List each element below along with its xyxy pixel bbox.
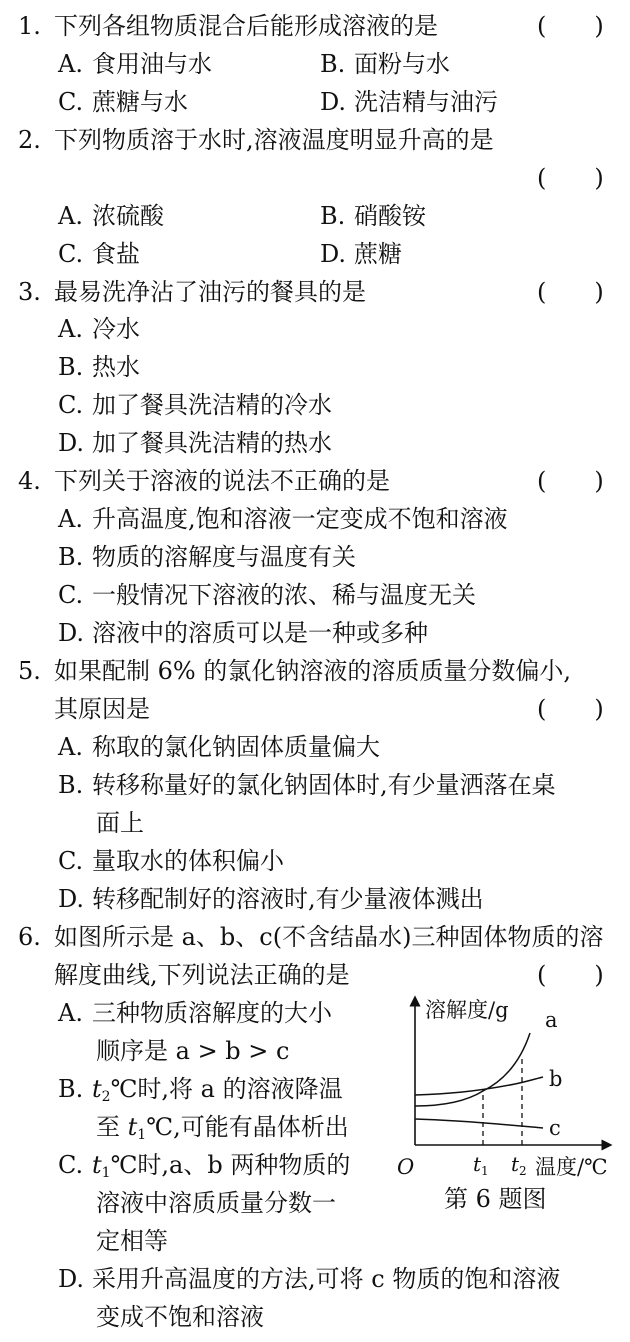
q6-option-a-cont: 顺序是 a > b > c: [96, 1037, 290, 1065]
q4-stem: 下列关于溶液的说法不正确的是: [54, 467, 390, 495]
q4-option-b: B. 物质的溶解度与温度有关: [58, 543, 356, 571]
curve-b: [415, 1077, 543, 1095]
q5-option-b-cont: 面上: [96, 809, 144, 837]
q3-option-b: B. 热水: [58, 353, 140, 381]
q1-option-b: B. 面粉与水: [320, 50, 450, 78]
q6-option-c: C. $t_1℃$时,a、b 两种物质的: [58, 1151, 351, 1181]
q6-option-a: A. 三种物质溶解度的大小: [58, 999, 332, 1027]
q6-answer-paren: ( ): [537, 961, 604, 989]
origin-label: O: [397, 1155, 415, 1179]
q1-stem: 下列各组物质混合后能形成溶液的是: [54, 12, 438, 40]
q2-stem: 下列物质溶于水时,溶液温度明显升高的是: [54, 126, 494, 154]
curve-c-label: c: [549, 1116, 561, 1140]
y-axis-label: 溶解度/g: [425, 998, 509, 1022]
q1-option-a: A. 食用油与水: [58, 50, 212, 78]
q5-option-b: B. 转移称量好的氯化钠固体时,有少量洒落在桌: [58, 771, 556, 799]
q5-stem-line2: 其原因是: [54, 695, 150, 723]
q2-option-d: D. 蔗糖: [320, 240, 402, 268]
q3-option-a: A. 冷水: [58, 315, 140, 343]
q2-option-a: A. 浓硫酸: [58, 202, 164, 230]
q1-number: 1.: [18, 12, 41, 40]
q2-option-b: B. 硝酸铵: [320, 202, 426, 230]
curve-a-label: a: [545, 1008, 558, 1032]
q4-answer-paren: ( ): [537, 467, 604, 495]
q5-answer-paren: ( ): [537, 695, 604, 723]
q6-option-d-cont: 变成不饱和溶液: [96, 1303, 264, 1331]
q1-answer-paren: ( ): [537, 12, 604, 40]
q5-number: 5.: [18, 657, 41, 685]
q6-number: 6.: [18, 923, 41, 951]
curve-c: [415, 1119, 543, 1128]
q2-option-c: C. 食盐: [58, 240, 140, 268]
x-axis-label: 温度/℃: [535, 1155, 608, 1179]
q3-option-c: C. 加了餐具洗洁精的冷水: [58, 391, 332, 419]
q6-option-b: B. $t_2℃$时,将 a 的溶液降温: [58, 1075, 343, 1105]
q5-option-a: A. 称取的氯化钠固体质量偏大: [58, 733, 380, 761]
q1-option-d: D. 洗洁精与油污: [320, 88, 498, 116]
q4-option-c: C. 一般情况下溶液的浓、稀与温度无关: [58, 581, 476, 609]
q6-stem-line1: 如图所示是 a、b、c(不含结晶水)三种固体物质的溶: [54, 923, 604, 951]
q4-option-d: D. 溶液中的溶质可以是一种或多种: [58, 619, 428, 647]
tick-t1: $t_1$: [473, 1152, 489, 1178]
q3-option-d: D. 加了餐具洗洁精的热水: [58, 429, 332, 457]
q3-answer-paren: ( ): [537, 278, 604, 306]
curve-b-label: b: [549, 1067, 563, 1091]
figure-caption: 第 6 题图: [444, 1185, 547, 1213]
q6-option-d: D. 采用升高温度的方法,可将 c 物质的饱和溶液: [58, 1265, 561, 1293]
solubility-chart: [395, 993, 625, 1183]
q6-stem-line2: 解度曲线,下列说法正确的是: [54, 961, 350, 989]
q5-option-c: C. 量取水的体积偏小: [58, 847, 284, 875]
q4-option-a: A. 升高温度,饱和溶液一定变成不饱和溶液: [58, 505, 508, 533]
curve-a: [415, 1033, 530, 1106]
q3-stem: 最易洗净沾了油污的餐具的是: [54, 278, 366, 306]
q6-option-c-cont2: 定相等: [96, 1227, 168, 1255]
tick-t2: $t_2$: [511, 1152, 527, 1178]
q1-option-c: C. 蔗糖与水: [58, 88, 188, 116]
q4-number: 4.: [18, 467, 41, 495]
q6-option-c-cont1: 溶液中溶质质量分数一: [96, 1189, 336, 1217]
q6-option-b-cont: 至 $t_1℃$,可能有晶体析出: [96, 1113, 349, 1143]
q5-option-d: D. 转移配制好的溶液时,有少量液体溅出: [58, 885, 484, 913]
q3-number: 3.: [18, 278, 41, 306]
q2-answer-paren: ( ): [537, 164, 604, 192]
q5-stem-line1: 如果配制 6% 的氯化钠溶液的溶质质量分数偏小,: [54, 657, 571, 685]
q2-number: 2.: [18, 126, 41, 154]
